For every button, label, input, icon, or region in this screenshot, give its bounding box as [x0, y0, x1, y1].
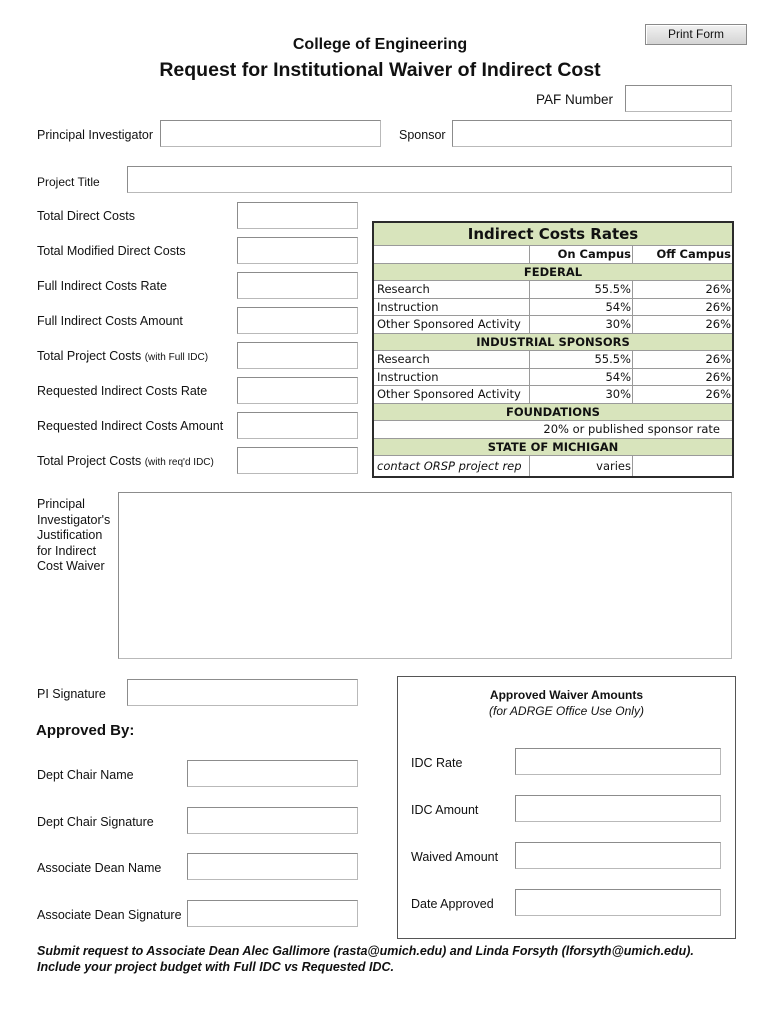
rate-on-campus: 30%: [530, 386, 633, 403]
waived-amount-label: Waived Amount: [411, 850, 499, 864]
assoc-dean-signature-label: Associate Dean Signature: [37, 908, 182, 922]
footer-budget-instructions: Include your project budget with Full IDC vs Requested IDC.: [37, 960, 394, 974]
footer-submit-instructions: Submit request to Associate Dean Alec Gallimore (rasta@umich.edu) and Linda Forsyth (lforsyth@umich.edu).: [37, 944, 694, 958]
total-modified-direct-costs-field[interactable]: [237, 237, 358, 264]
dept-chair-name-label: Dept Chair Name: [37, 768, 134, 782]
state-off-campus: [633, 456, 732, 476]
rate-name: Other Sponsored Activity: [374, 386, 530, 403]
rates-header-blank: [374, 246, 530, 263]
rate-name: Instruction: [374, 299, 530, 316]
rates-header-off-campus: Off Campus: [656, 247, 731, 261]
rate-off-campus: 26%: [705, 317, 731, 331]
rates-header-on-campus: On Campus: [530, 246, 633, 263]
justification-textarea[interactable]: [118, 492, 732, 659]
rates-table-title: Indirect Costs Rates: [374, 223, 732, 245]
waiver-title: Approved Waiver Amounts: [489, 688, 644, 702]
justification-label-line: Cost Waiver: [37, 559, 105, 573]
rate-name: Research: [374, 281, 530, 298]
state-heading: STATE OF MICHIGAN: [487, 439, 619, 454]
foundations-rate-text: 20% or published sponsor rate: [543, 422, 720, 436]
idc-rate-field[interactable]: [515, 748, 721, 775]
pi-signature-field[interactable]: [127, 679, 358, 706]
dept-chair-signature-label: Dept Chair Signature: [37, 815, 154, 829]
justification-label-line: for Indirect: [37, 543, 97, 558]
full-idc-rate-label: Full Indirect Costs Rate: [37, 279, 167, 293]
justification-label: [37, 497, 110, 575]
assoc-dean-name-label: Associate Dean Name: [37, 861, 162, 875]
rates-row: [374, 385, 732, 403]
rate-name: Other Sponsored Activity: [374, 316, 530, 333]
requested-idc-rate-field[interactable]: [237, 377, 358, 404]
waiver-subtitle: (for ADRGE Office Use Only): [489, 704, 644, 718]
rate-name: Instruction: [374, 369, 530, 386]
rates-section-state: [374, 438, 732, 456]
total-project-costs-full-text: Total Project Costs: [37, 349, 142, 363]
waived-amount-field[interactable]: [515, 842, 721, 869]
industrial-heading: INDUSTRIAL SPONSORS: [476, 334, 630, 349]
idc-amount-label: IDC Amount: [411, 803, 479, 817]
rates-row: [374, 350, 732, 368]
print-form-button[interactable]: Print Form: [645, 24, 747, 45]
rate-name: Research: [374, 351, 530, 368]
indirect-costs-rates-table: [372, 221, 734, 478]
rates-row: [374, 315, 732, 333]
rate-on-campus: 54%: [530, 369, 633, 386]
principal-investigator-field[interactable]: [160, 120, 381, 147]
sponsor-field[interactable]: [452, 120, 732, 147]
rate-off-campus: 26%: [705, 387, 731, 401]
rates-section-industrial: [374, 333, 732, 351]
full-idc-amount-label: Full Indirect Costs Amount: [37, 314, 183, 328]
rates-section-federal: [374, 263, 732, 281]
college-heading: College of Engineering: [292, 36, 468, 53]
assoc-dean-signature-field[interactable]: [187, 900, 358, 927]
form-title: Request for Institutional Waiver of Indirect Cost: [159, 59, 601, 81]
rates-row: [374, 368, 732, 386]
rate-off-campus: 26%: [705, 299, 731, 314]
idc-amount-field[interactable]: [515, 795, 721, 822]
full-idc-amount-field[interactable]: [237, 307, 358, 334]
total-project-costs-reqd-field[interactable]: [237, 447, 358, 474]
rates-row: [374, 280, 732, 298]
sponsor-label: Sponsor: [399, 128, 446, 142]
rate-on-campus: 54%: [530, 299, 633, 316]
state-on-campus: varies: [530, 456, 633, 476]
total-project-costs-full-note: (with Full IDC): [144, 352, 209, 363]
requested-idc-rate-label: Requested Indirect Costs Rate: [37, 384, 208, 398]
foundations-heading: FOUNDATIONS: [506, 404, 600, 419]
rates-header-row: [374, 245, 732, 263]
total-modified-direct-costs-label: Total Modified Direct Costs: [37, 244, 186, 258]
full-idc-rate-field[interactable]: [237, 272, 358, 299]
federal-heading: FEDERAL: [523, 264, 583, 279]
assoc-dean-name-field[interactable]: [187, 853, 358, 880]
idc-rate-label: IDC Rate: [411, 756, 463, 770]
rate-on-campus: 55.5%: [530, 281, 633, 298]
project-title-field[interactable]: [127, 166, 732, 193]
justification-label-line: Justification: [37, 528, 103, 542]
paf-number-label: PAF Number: [536, 92, 614, 107]
approved-by-heading: Approved By:: [36, 722, 135, 739]
project-title-label: Project Title: [37, 175, 100, 189]
total-project-costs-reqd-label: [37, 454, 214, 470]
foundations-row: [374, 420, 732, 438]
requested-idc-amount-field[interactable]: [237, 412, 358, 439]
rate-off-campus: 26%: [705, 282, 731, 296]
rate-on-campus: 30%: [530, 316, 633, 333]
justification-label-line: Investigator's: [37, 512, 111, 527]
date-approved-field[interactable]: [515, 889, 721, 916]
date-approved-label: Date Approved: [411, 897, 494, 911]
total-project-costs-reqd-note: (with req'd IDC): [144, 457, 214, 468]
paf-number-field[interactable]: [625, 85, 732, 112]
rates-section-foundations: [374, 403, 732, 421]
total-project-costs-full-label: [37, 349, 208, 365]
requested-idc-amount-label: Requested Indirect Costs Amount: [37, 419, 224, 433]
total-direct-costs-label: Total Direct Costs: [37, 209, 135, 223]
rate-on-campus: 55.5%: [530, 351, 633, 368]
rate-off-campus: 26%: [705, 369, 731, 384]
pi-signature-label: PI Signature: [37, 687, 106, 701]
principal-investigator-label: Principal Investigator: [37, 128, 154, 142]
rates-row: [374, 298, 732, 316]
total-project-costs-full-field[interactable]: [237, 342, 358, 369]
state-contact: contact ORSP project rep: [374, 456, 530, 476]
dept-chair-name-field[interactable]: [187, 760, 358, 787]
total-project-costs-reqd-text: Total Project Costs: [37, 454, 142, 468]
justification-label-line: Principal: [37, 497, 85, 511]
state-row: [374, 455, 732, 476]
dept-chair-signature-field[interactable]: [187, 807, 358, 834]
total-direct-costs-field[interactable]: [237, 202, 358, 229]
rate-off-campus: 26%: [705, 352, 731, 366]
